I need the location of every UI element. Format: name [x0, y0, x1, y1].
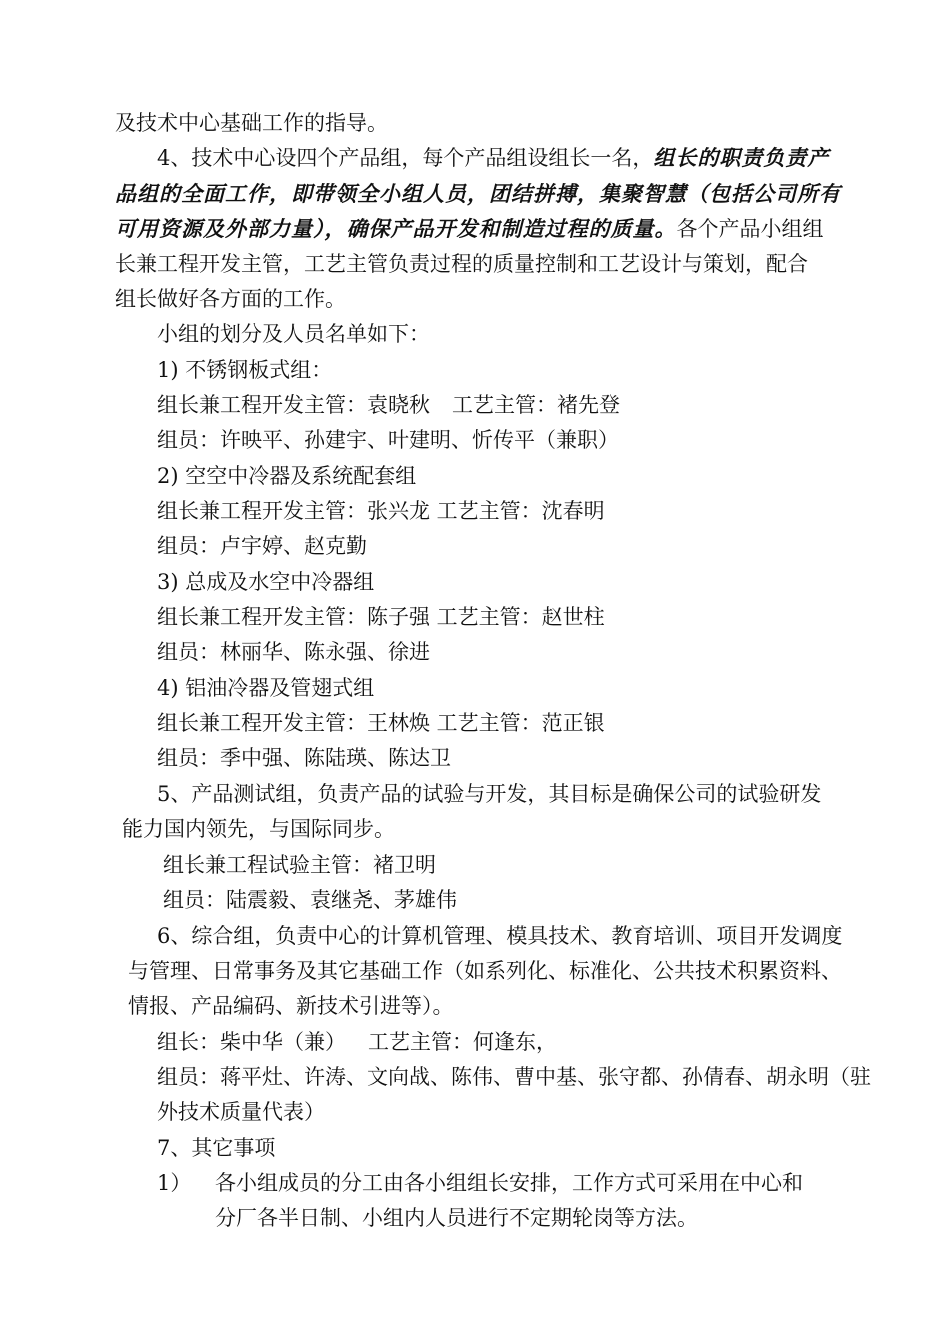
group-2-title: 2) 空空中冷器及系统配套组	[157, 464, 417, 488]
paragraph-line: 长兼工程开发主管，工艺主管负责过程的质量控制和工艺设计与策划，配合	[115, 252, 808, 276]
paragraph-text: 4、技术中心设四个产品组，每个产品组设组长一名，	[157, 146, 654, 170]
paragraph-4-line	[115, 214, 824, 244]
paragraph-6-line: 情报、产品编码、新技术引进等）。	[128, 994, 454, 1018]
paragraph-7-heading: 7、其它事项	[157, 1136, 276, 1160]
paragraph-line: 组长做好各方面的工作。	[115, 287, 346, 311]
general-group-members: 组员：蒋平灶、许涛、文向战、陈伟、曹中基、张守都、孙倩春、胡永明（驻	[157, 1065, 871, 1089]
process-lead-text: 工艺主管：褚先登	[452, 393, 620, 417]
group-1-lead	[157, 390, 620, 420]
group-1-title: 1) 不锈钢板式组：	[157, 358, 333, 382]
group-4-lead: 组长兼工程开发主管：王林焕 工艺主管：范正银	[157, 711, 605, 735]
paragraph-5-line: 能力国内领先，与国际同步。	[122, 817, 395, 841]
list-item-text: 分厂各半日制、小组内人员进行不定期轮岗等方法。	[215, 1206, 698, 1230]
emphasis-text: 可用资源及外部力量），确保产品开发和制造过程的质量。	[115, 216, 677, 241]
paragraph-5-line: 5、产品测试组，负责产品的试验与开发，其目标是确保公司的试验研发	[157, 782, 822, 806]
lead-text: 组长兼工程开发主管：袁晓秋	[157, 393, 430, 417]
group-1-members: 组员：许映平、孙建宇、叶建明、忻传平（兼职）	[157, 428, 619, 452]
group-3-title: 3) 总成及水空中冷器组	[157, 570, 375, 594]
group-3-lead: 组长兼工程开发主管：陈子强 工艺主管：赵世柱	[157, 605, 605, 629]
group-intro: 小组的划分及人员名单如下：	[157, 322, 430, 346]
paragraph-4-line	[157, 143, 829, 173]
process-lead-text: 工艺主管：何逢东，	[368, 1030, 557, 1054]
paragraph-6-line: 6、综合组，负责中心的计算机管理、模具技术、教育培训、项目开发调度	[157, 924, 843, 948]
lead-text: 组长：柴中华（兼）	[157, 1030, 346, 1054]
group-3-members: 组员：林丽华、陈永强、徐进	[157, 640, 430, 664]
list-item-number: 1）	[157, 1171, 192, 1195]
test-group-members: 组员：陆震毅、袁继尧、茅雄伟	[163, 888, 457, 912]
group-4-members: 组员：季中强、陈陆瑛、陈达卫	[157, 746, 451, 770]
group-4-title: 4) 铝油冷器及管翅式组	[157, 676, 375, 700]
test-group-lead: 组长兼工程试验主管：褚卫明	[163, 853, 436, 877]
emphasis-text: 组长的职责负责产	[653, 145, 830, 170]
general-group-members: 外技术质量代表）	[157, 1100, 325, 1124]
general-group-lead	[157, 1027, 557, 1057]
group-2-members: 组员：卢宇婷、赵克勤	[157, 534, 367, 558]
group-2-lead: 组长兼工程开发主管：张兴龙 工艺主管：沈春明	[157, 499, 605, 523]
paragraph-text: 各个产品小组组	[676, 217, 824, 241]
emphasis-line: 品组的全面工作，即带领全小组人员，团结拼搏，集聚智慧（包括公司所有	[115, 181, 841, 206]
list-item-text: 各小组成员的分工由各小组组长安排，工作方式可采用在中心和	[215, 1171, 803, 1195]
paragraph-6-line: 与管理、日常事务及其它基础工作（如系列化、标准化、公共技术积累资料、	[128, 959, 842, 983]
paragraph-line: 及技术中心基础工作的指导。	[115, 111, 388, 135]
